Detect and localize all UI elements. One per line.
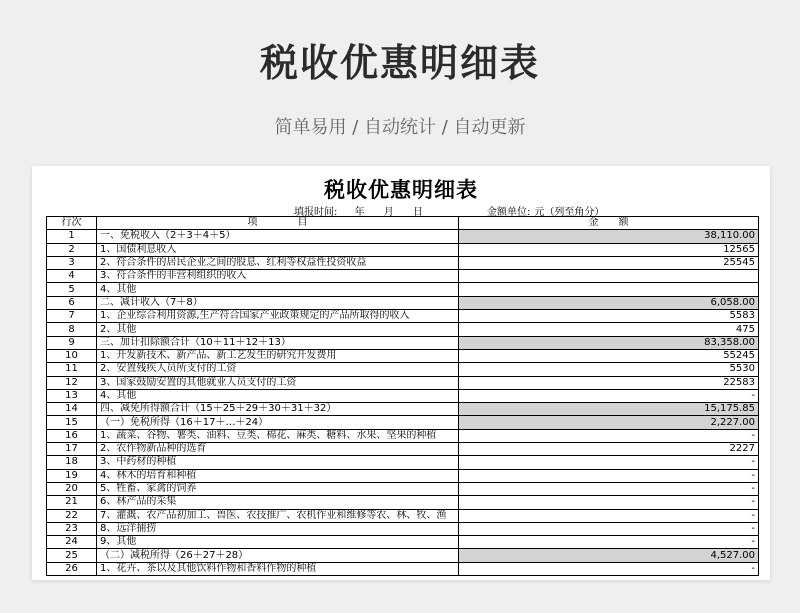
amount-cell[interactable]: 4,527.00 [459,549,759,562]
line-number-cell[interactable]: 8 [47,323,97,336]
table-row [47,549,759,562]
amount-cell[interactable]: - [459,496,759,509]
table-row [47,416,759,429]
banner-title: 税收优惠明细表 [259,41,540,85]
line-number-cell[interactable]: 22 [47,509,97,522]
amount-cell[interactable]: 6,058.00 [459,296,759,309]
header-item[interactable]: 项 目 [97,217,459,230]
line-number-cell[interactable]: 2 [47,243,97,256]
header-amount[interactable]: 金 额 [459,217,759,230]
amount-cell[interactable]: - [459,536,759,549]
amount-cell[interactable]: 2,227.00 [459,416,759,429]
fill-date-label: 填报时间: [294,207,338,218]
amount-cell[interactable]: 2227 [459,443,759,456]
line-number-cell[interactable]: 12 [47,376,97,389]
line-number-cell[interactable]: 16 [47,429,97,442]
table-row [47,349,759,362]
table-row [47,482,759,495]
amount-cell[interactable]: - [459,509,759,522]
line-number-cell[interactable]: 3 [47,256,97,269]
item-cell[interactable]: 1、蔬菜、谷物、薯类、油料、豆类、棉花、麻类、糖料、水果、坚果的种植 [97,429,459,442]
line-number-cell[interactable]: 26 [47,562,97,575]
amount-cell[interactable]: - [459,456,759,469]
line-number-cell[interactable]: 6 [47,296,97,309]
item-cell[interactable]: 4、林木的培育和种植 [97,469,459,482]
line-number-cell[interactable]: 15 [47,416,97,429]
table-row [47,336,759,349]
item-cell[interactable]: 四、减免所得额合计（15＋25＋29＋30＋31＋32） [97,403,459,416]
item-cell[interactable]: 2、其他 [97,323,459,336]
line-number-cell[interactable]: 24 [47,536,97,549]
item-cell[interactable]: 1、企业综合利用资源,生产符合国家产业政策规定的产品所取得的收入 [97,310,459,323]
amount-cell[interactable]: 5530 [459,363,759,376]
line-number-cell[interactable]: 10 [47,349,97,362]
item-cell[interactable]: 1、国债利息收入 [97,243,459,256]
item-cell[interactable]: 3、国家鼓励安置的其他就业人员支付的工资 [97,376,459,389]
line-number-cell[interactable]: 19 [47,469,97,482]
item-cell[interactable]: 3、中药材的种植 [97,456,459,469]
table-row [47,562,759,575]
line-number-cell[interactable]: 5 [47,283,97,296]
table-row [47,310,759,323]
table-row [47,376,759,389]
line-number-cell[interactable]: 1 [47,230,97,243]
item-cell[interactable]: 3、符合条件的非营利组织的收入 [97,270,459,283]
table-row [47,403,759,416]
amount-cell[interactable] [459,270,759,283]
item-cell[interactable]: 二、减计收入（7＋8） [97,296,459,309]
line-number-cell[interactable]: 20 [47,482,97,495]
item-cell[interactable]: 4、其他 [97,389,459,402]
amount-cell[interactable]: 5583 [459,310,759,323]
table-row [47,230,759,243]
table-row [47,443,759,456]
amount-cell[interactable]: 25545 [459,256,759,269]
table-row [47,469,759,482]
amount-cell[interactable]: 475 [459,323,759,336]
amount-unit-value: 元（列至角分） [534,207,605,218]
item-cell[interactable]: 9、其他 [97,536,459,549]
fill-date-year: 年 [354,207,365,218]
item-cell[interactable]: 2、农作物新品种的选育 [97,443,459,456]
item-cell[interactable]: 2、安置残疾人员所支付的工资 [97,363,459,376]
amount-cell[interactable]: - [459,429,759,442]
item-cell[interactable]: 1、花卉、茶以及其他饮料作物和香料作物的种植 [97,562,459,575]
header-line-no[interactable]: 行次 [47,217,97,230]
item-cell[interactable]: 2、符合条件的居民企业之间的股息、红利等权益性投资收益 [97,256,459,269]
table-row [47,456,759,469]
amount-cell[interactable]: 15,175.85 [459,403,759,416]
fill-date-day: 日 [412,207,423,218]
item-cell[interactable]: （二）减税所得（26＋27＋28） [97,549,459,562]
amount-cell[interactable]: 22583 [459,376,759,389]
table-row [47,256,759,269]
item-cell[interactable]: 8、远洋捕捞 [97,522,459,535]
amount-cell[interactable]: - [459,522,759,535]
line-number-cell[interactable]: 13 [47,389,97,402]
line-number-cell[interactable]: 4 [47,270,97,283]
line-number-cell[interactable]: 7 [47,310,97,323]
table-body [47,230,759,576]
amount-cell[interactable]: - [459,482,759,495]
amount-cell[interactable] [459,283,759,296]
table-row [47,536,759,549]
amount-cell[interactable]: 55245 [459,349,759,362]
table-row [47,270,759,283]
amount-cell[interactable]: - [459,389,759,402]
table-row [47,363,759,376]
amount-cell[interactable]: - [459,469,759,482]
line-number-cell[interactable]: 23 [47,522,97,535]
banner-subtitle: 简单易用 / 自动统计 / 自动更新 [274,117,526,138]
amount-cell[interactable]: 83,358.00 [459,336,759,349]
table-row [47,296,759,309]
table-header-row [47,217,759,230]
table-row [47,509,759,522]
amount-unit-label: 金额单位: [487,207,531,218]
line-number-cell[interactable]: 25 [47,549,97,562]
spreadsheet-sheet [32,166,770,580]
table-row [47,389,759,402]
table-row [47,243,759,256]
document-title: 税收优惠明细表 [324,178,478,202]
item-cell[interactable]: 1、开发新技术、新产品、新工艺发生的研究开发费用 [97,349,459,362]
line-number-cell[interactable]: 9 [47,336,97,349]
line-number-cell[interactable]: 11 [47,363,97,376]
table-row [47,283,759,296]
line-number-cell[interactable]: 14 [47,403,97,416]
item-cell[interactable]: 6、林产品的采集 [97,496,459,509]
item-cell[interactable]: 三、加计扣除额合计（10＋11＋12＋13） [97,336,459,349]
line-number-cell[interactable]: 18 [47,456,97,469]
line-number-cell[interactable]: 21 [47,496,97,509]
item-cell[interactable]: 5、牲畜、家禽的饲养 [97,482,459,495]
item-cell[interactable]: 4、其他 [97,283,459,296]
table-row [47,323,759,336]
amount-cell[interactable]: - [459,562,759,575]
table-row [47,429,759,442]
fill-date-month: 月 [383,207,394,218]
amount-cell[interactable]: 38,110.00 [459,230,759,243]
item-cell[interactable]: （一）免税所得（16＋17＋…＋24） [97,416,459,429]
tax-benefit-table [46,216,759,576]
line-number-cell[interactable]: 17 [47,443,97,456]
item-cell[interactable]: 一、免税收入（2＋3＋4＋5） [97,230,459,243]
table-row [47,522,759,535]
table-row [47,496,759,509]
amount-cell[interactable]: 12565 [459,243,759,256]
item-cell[interactable]: 7、灌溉、农产品初加工、兽医、农技推广、农机作业和维修等农、林、牧、渔 [97,509,459,522]
